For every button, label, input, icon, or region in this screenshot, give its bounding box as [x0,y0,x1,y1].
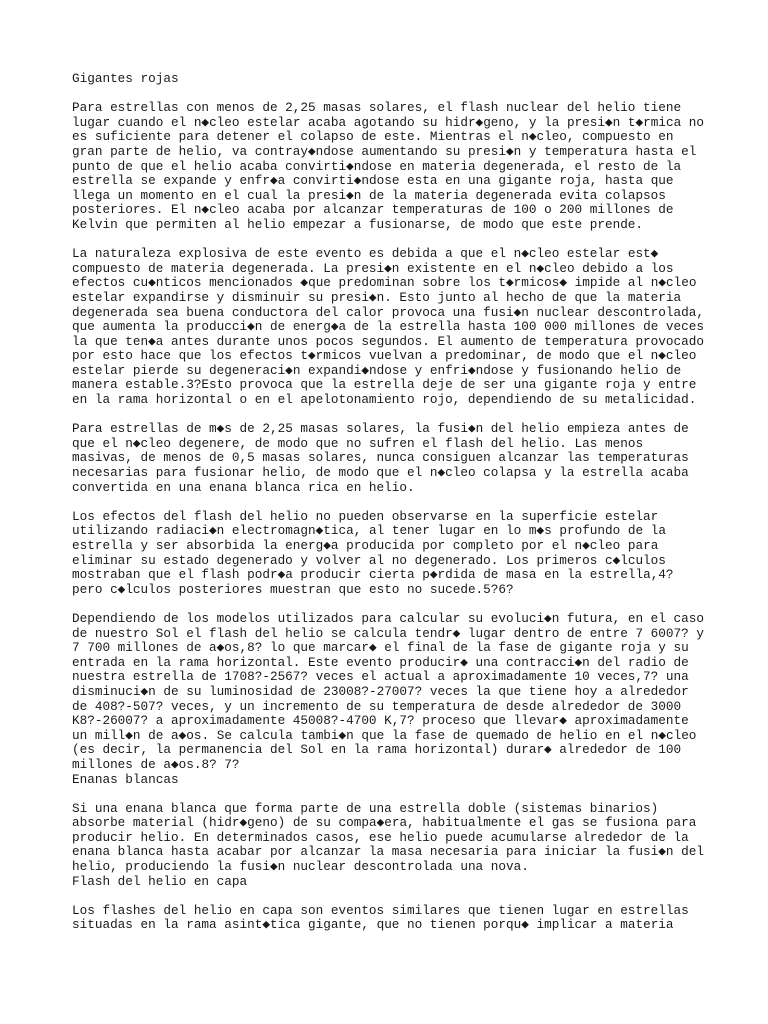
text-line: compuesto de materia degenerada. La presi◆n existente en el n◆cleo debido a los [72,260,674,276]
text-line [72,233,732,248]
text-line: disminuci◆n de su luminosidad de 23008?-27007? veces la que tiene hoy a alrededor [72,683,689,699]
text-line: posteriores. El n◆cleo acaba por alcanzar temperaturas de 100 o 200 millones de [72,202,674,218]
text-line: es suficiente para detener el colapso de este. Mientras el n◆cleo, compuesto en [72,129,674,145]
text-line: enana blanca hasta acabar por alcanzar la masa necesaria para iniciar la fusi◆n del [72,844,704,860]
text-line: helio, produciendo la fusi◆n nuclear descontrolada una nova. [72,859,529,875]
text-line: situadas en la rama asint◆tica gigante, que no tienen porqu◆ implicar a materia [72,917,674,933]
text-line: que aumenta la producci◆n de energ◆a de la estrella hasta 100 000 millones de veces [72,319,704,335]
text-line: un mill◆n de a◆os. Se calcula tambi◆n que la fase de quemado de helio en el n◆cleo [72,727,697,743]
document-text [72,72,732,933]
text-line: convertida en una enana blanca rica en helio. [72,479,415,495]
text-line: entrada en la rama horizontal. Este evento producir◆ una contracci◆n del radio de [72,654,689,670]
text-line [72,408,732,423]
text-line [72,495,732,510]
text-line: eliminar su estado degenerado y volver al no degenerado. Los primeros c◆lculos [72,552,666,568]
text-line: pero c◆lculos posteriores muestran que esto no sucede.5?6? [72,581,514,597]
text-line: la que ten◆a antes durante unos pocos segundos. El aumento de temperatura provocado [72,333,704,349]
text-line [72,787,732,802]
text-line: manera estable.3?Esto provoca que la estrella deje de ser una gigante roja y entre [72,377,697,393]
text-line [72,597,732,612]
text-line: efectos cu◆nticos mencionados ◆que predominan sobre los t◆rmicos◆ impide al n◆cleo [72,275,697,291]
text-line: utilizando radiaci◆n electromagn◆tica, al tener lugar en lo m◆s profundo de la [72,523,666,539]
text-line: La naturaleza explosiva de este evento es debida a que el n◆cleo estelar est◆ [72,246,659,262]
text-line: Gigantes rojas [72,72,179,86]
text-line: masivas, de menos de 0,5 masas solares, nunca consiguen alcanzar las temperaturas [72,450,689,466]
text-line: Para estrellas de m◆s de 2,25 masas solares, la fusi◆n del helio empieza antes de [72,421,689,437]
text-line: 7 700 millones de a◆os,8? lo que marcar◆ el final de la fase de gigante roja y su [72,640,689,656]
text-line: Kelvin que permiten al helio empezar a fusionarse, de modo que este prende. [72,216,644,232]
text-line: Los efectos del flash del helio no pueden observarse en la superficie estelar [72,508,659,524]
text-line: mostraban que el flash podr◆a producir cierta p◆rdida de masa en la estrella,4? [72,567,674,583]
text-line: producir helio. En determinados casos, ese helio puede acumularse alrededor de la [72,829,689,845]
text-line: que el n◆cleo degenere, de modo que no sufren el flash del helio. Las menos [72,435,644,451]
text-line: Dependiendo de los modelos utilizados para calcular su evoluci◆n futura, en el caso [72,610,704,626]
text-line: lugar cuando el n◆cleo estelar acaba agotando su hidr◆geno, y la presi◆n t◆rmica no [72,114,705,130]
text-line: necesarias para fusionar helio, de modo que el n◆cleo colapsa y la estrella acaba [72,465,689,481]
text-line: Enanas blancas [72,771,179,787]
text-line [72,87,732,102]
text-line: K8?-26007? a aproximadamente 45008?-4700 K,7? proceso que llevar◆ aproximadamente [72,713,689,729]
text-line: gran parte de helio, va contray◆ndose aumentando su presi◆n y temperatura hasta el [72,143,697,159]
text-line: millones de a◆os.8? 7? [72,756,240,772]
text-line: por esto hace que los efectos t◆rmicos vuelvan a predominar, de modo que el n◆cleo [72,348,697,364]
text-line: de nuestro Sol el flash del helio se calcula tendr◆ lugar dentro de entre 7 6007? y [72,625,704,641]
text-line: (es decir, la permanencia del Sol en la rama horizontal) durar◆ alrededor de 100 [72,742,682,758]
text-line: en la rama horizontal o en el apelotonamiento rojo, dependiendo de su metalicidad. [72,392,697,408]
text-line: Para estrellas con menos de 2,25 masas solares, el flash nuclear del helio tiene [72,100,682,116]
text-line: estelar pierde su degeneraci◆n expandi◆ndose y enfri◆ndose y fusionando helio de [72,362,682,378]
text-line: punto de que el helio acaba convirti◆ndose en materia degenerada, el resto de la [72,158,682,174]
text-line: Flash del helio en capa [72,873,248,889]
text-line: llega un momento en el cual la presi◆n de la materia degenerada evita colapsos [72,187,666,203]
text-line: nuestra estrella de 1708?-2567? veces el actual a aproximadamente 10 veces,7? una [72,669,689,685]
text-line: estrella se expande y enfr◆a convirti◆ndose esta en una gigante roja, hasta que [72,173,674,189]
text-line: estelar expandirse y disminuir su presi◆n. Esto junto al hecho de que la materia [72,289,682,305]
text-line [72,889,732,904]
text-line: estrella y ser absorbida la energ◆a producida por completo por el n◆cleo para [72,538,659,553]
text-line: absorbe material (hidr◆geno) de su compa◆era, habitualmente el gas se fusiona para [72,815,697,831]
text-line: Los flashes del helio en capa son eventos similares que tienen lugar en estrellas [72,902,689,918]
text-line: de 408?-507? veces, y un incremento de su temperatura de desde alrededor de 3000 [72,698,682,714]
text-line: Si una enana blanca que forma parte de una estrella doble (sistemas binarios) [72,800,659,816]
text-line: degenerada sea buena conductora del calor provoca una fusi◆n nuclear descontrolada, [72,304,704,320]
